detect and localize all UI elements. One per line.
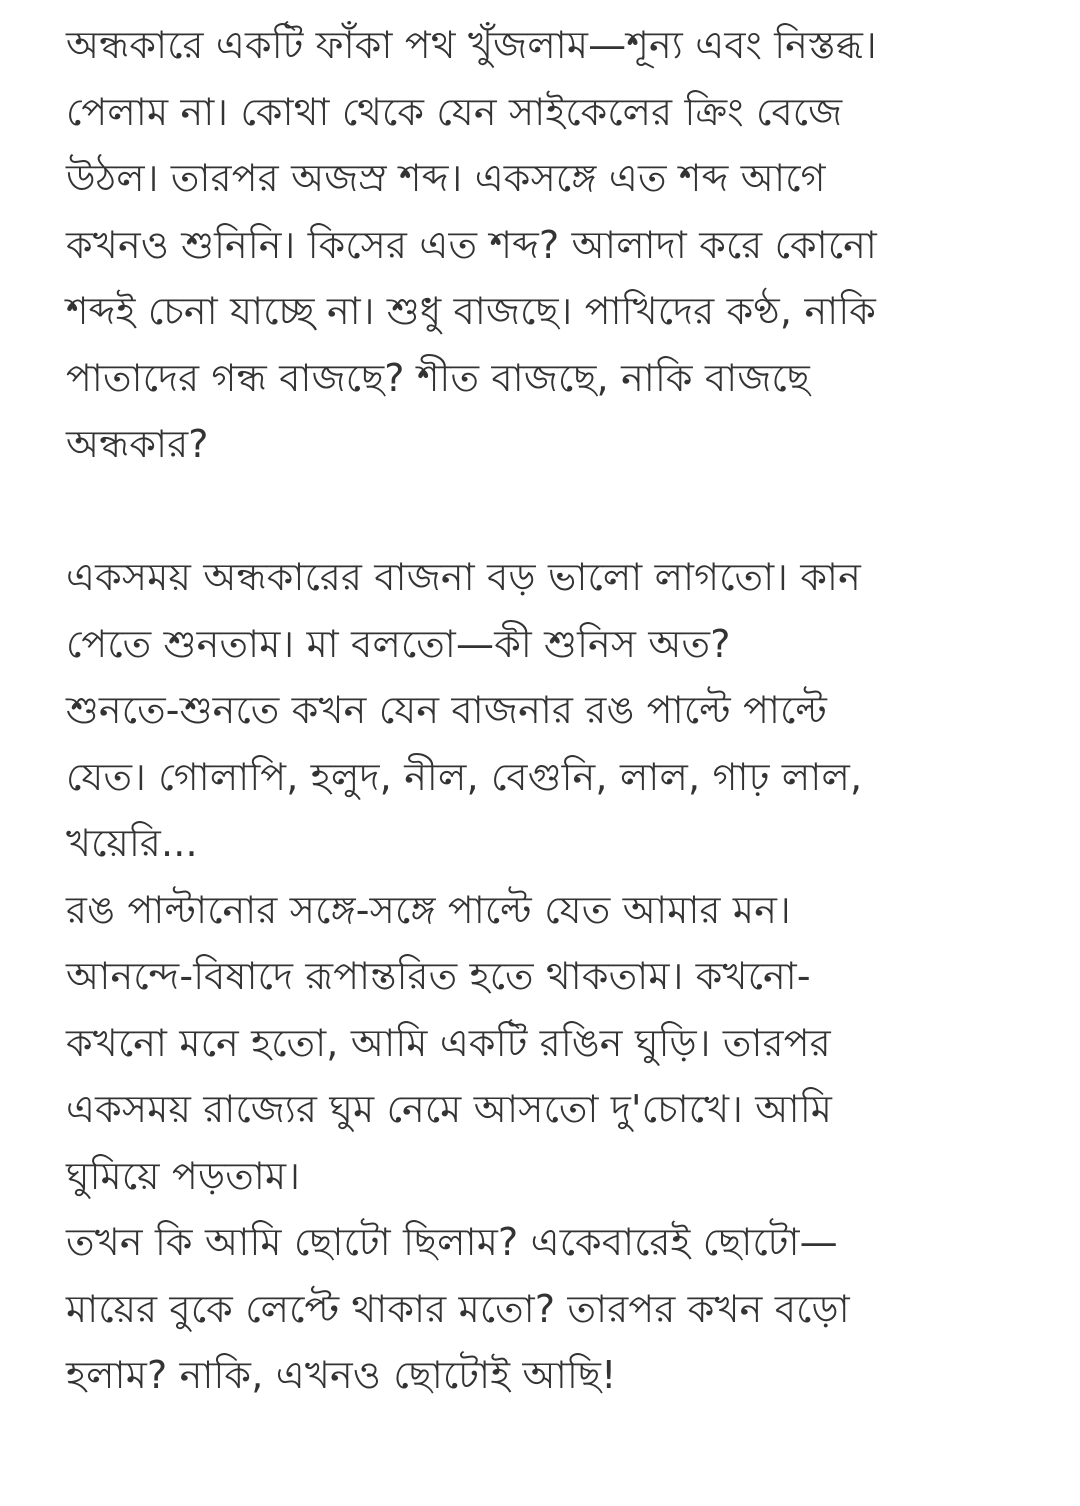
text-line: একসময় রাজ্যের ঘুম নেমে আসতো দু'চোখে। আমি bbox=[66, 1087, 832, 1131]
text-line: শুনতে-শুনতে কখন যেন বাজনার রঙ পাল্টে পাল্টে bbox=[66, 688, 828, 732]
text-line: পাতাদের গন্ধ বাজছে? শীত বাজছে, নাকি বাজছে bbox=[66, 355, 811, 400]
document-body bbox=[66, 12, 1026, 1409]
text-line: একসময় অন্ধকারের বাজনা বড় ভালো লাগতো। কান bbox=[66, 555, 862, 599]
text-line: অন্ধকার? bbox=[66, 422, 209, 466]
text-line: কখনও শুনিনি। কিসের এত শব্দ? আলাদা করে কোনো bbox=[66, 222, 878, 267]
paragraph-2 bbox=[66, 544, 1026, 1409]
paragraph-spacer bbox=[66, 478, 1026, 545]
text-line: কখনো মনে হতো, আমি একটি রঙিন ঘুড়ি। তারপর bbox=[66, 1020, 831, 1065]
text-line: পেলাম না। কোথা থেকে যেন সাইকেলের ক্রিং বেজে bbox=[66, 89, 843, 134]
text-line: ঘুমিয়ে পড়তাম। bbox=[66, 1153, 301, 1198]
text-line: তখন কি আমি ছোটো ছিলাম? একেবারেই ছোটো— bbox=[66, 1220, 838, 1264]
text-line: উঠল। তারপর অজস্র শব্দ। একসঙ্গে এত শব্দ আগে bbox=[66, 156, 826, 200]
text-line: অন্ধকারে একটি ফাঁকা পথ খুঁজলাম—শূন্য এবং নিস্তব্ধ। bbox=[66, 23, 877, 67]
text-line: খয়েরি... bbox=[66, 821, 198, 865]
text-line: পেতে শুনতাম। মা বলতো—কী শুনিস অত? bbox=[66, 621, 731, 666]
text-line: শব্দই চেনা যাচ্ছে না। শুধু বাজছে। পাখিদের কণ্ঠ, নাকি bbox=[66, 289, 877, 333]
text-line: হলাম? নাকি, এখনও ছোটোই আছি! bbox=[66, 1353, 617, 1397]
text-line: আনন্দে-বিষাদে রূপান্তরিত হতে থাকতাম। কখনো- bbox=[66, 954, 811, 998]
text-line: যেত। গোলাপি, হলুদ, নীল, বেগুনি, লাল, গাঢ় লাল, bbox=[66, 754, 863, 799]
paragraph-1 bbox=[66, 12, 1026, 478]
text-line: মায়ের বুকে লেপ্টে থাকার মতো? তারপর কখন বড়ো bbox=[66, 1286, 850, 1331]
text-line: রঙ পাল্টানোর সঙ্গে-সঙ্গে পাল্টে যেত আমার মন। bbox=[66, 887, 791, 932]
